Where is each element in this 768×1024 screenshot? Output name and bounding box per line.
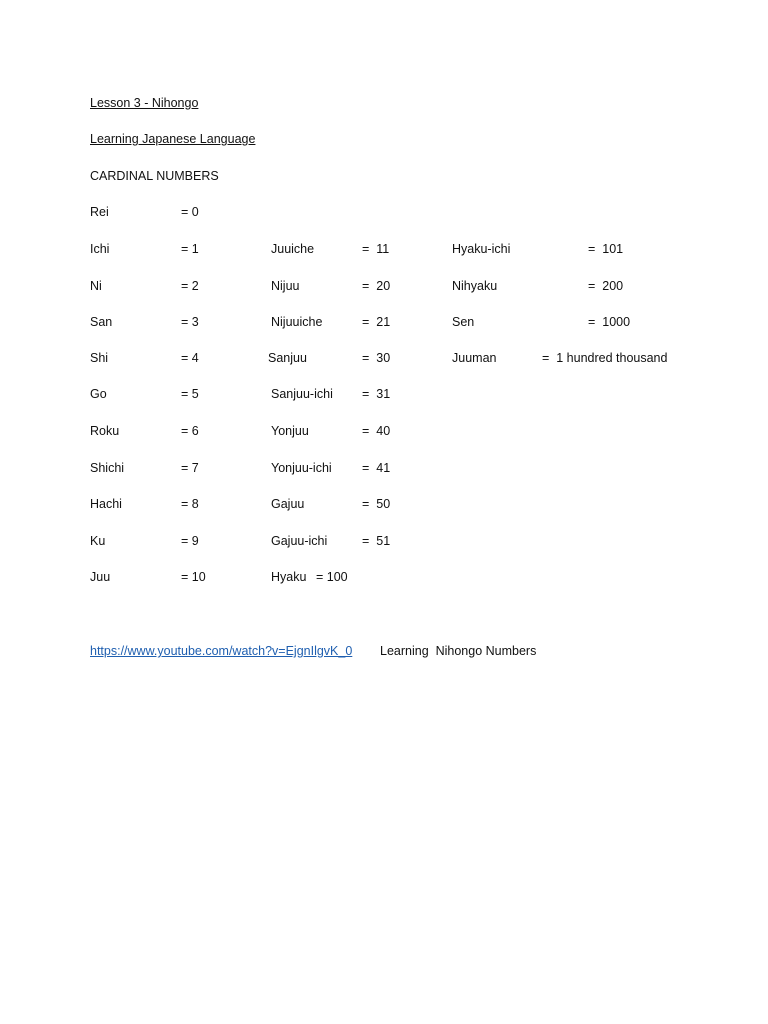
- number-value: = 101: [588, 242, 624, 256]
- number-value: = 20: [362, 279, 391, 293]
- number-word: Nijuuiche: [271, 315, 323, 329]
- document-subtitle: Learning Japanese Language: [90, 132, 256, 146]
- number-value: = 51: [362, 534, 391, 548]
- number-word: Sen: [452, 315, 475, 329]
- number-word: Nihyaku: [452, 279, 498, 293]
- number-value: = 7: [181, 461, 199, 475]
- number-word: Ichi: [90, 242, 110, 256]
- number-word: Sanjuu: [268, 351, 307, 365]
- number-word: Rei: [90, 205, 109, 219]
- number-value: = 50: [362, 497, 391, 511]
- lesson-title: Lesson 3 - Nihongo: [90, 96, 199, 110]
- number-word: Yonjuu: [271, 424, 309, 438]
- number-word: San: [90, 315, 113, 329]
- number-value: = 9: [181, 534, 199, 548]
- number-value: = 30: [362, 351, 391, 365]
- number-value: = 200: [588, 279, 624, 293]
- number-word: Hyaku-ichi: [452, 242, 511, 256]
- number-word: Shi: [90, 351, 109, 365]
- link-caption: Learning Nihongo Numbers: [380, 644, 537, 658]
- number-word: Roku: [90, 424, 120, 438]
- number-value: = 41: [362, 461, 391, 475]
- number-word: Ku: [90, 534, 106, 548]
- number-value: = 0: [181, 205, 199, 219]
- number-word: Nijuu: [271, 279, 300, 293]
- number-value: = 100: [316, 570, 348, 584]
- number-value: = 3: [181, 315, 199, 329]
- number-value: = 1: [181, 242, 199, 256]
- number-word: Juuman: [452, 351, 497, 365]
- section-heading: CARDINAL NUMBERS: [90, 169, 219, 183]
- number-value: = 6: [181, 424, 199, 438]
- number-word: Shichi: [90, 461, 125, 475]
- number-word: Gajuu: [271, 497, 305, 511]
- number-value: = 1000: [588, 315, 631, 329]
- number-value: = 31: [362, 387, 391, 401]
- number-word: Hyaku: [271, 570, 307, 584]
- number-value: = 8: [181, 497, 199, 511]
- number-value: = 21: [362, 315, 391, 329]
- number-word: Gajuu-ichi: [271, 534, 328, 548]
- number-value: = 5: [181, 387, 199, 401]
- number-value: = 10: [181, 570, 206, 584]
- number-value: = 11: [362, 242, 390, 256]
- number-value: = 4: [181, 351, 199, 365]
- number-value: = 40: [362, 424, 391, 438]
- number-word: Go: [90, 387, 107, 401]
- number-word: Hachi: [90, 497, 122, 511]
- number-word: Ni: [90, 279, 102, 293]
- youtube-link[interactable]: https://www.youtube.com/watch?v=EjgnIlgvK_0: [90, 644, 353, 658]
- number-value: = 1 hundred thousand: [542, 351, 668, 365]
- number-value: = 2: [181, 279, 199, 293]
- number-word: Juu: [90, 570, 111, 584]
- number-word: Juuiche: [271, 242, 315, 256]
- number-word: Sanjuu-ichi: [271, 387, 333, 401]
- number-word: Yonjuu-ichi: [271, 461, 332, 475]
